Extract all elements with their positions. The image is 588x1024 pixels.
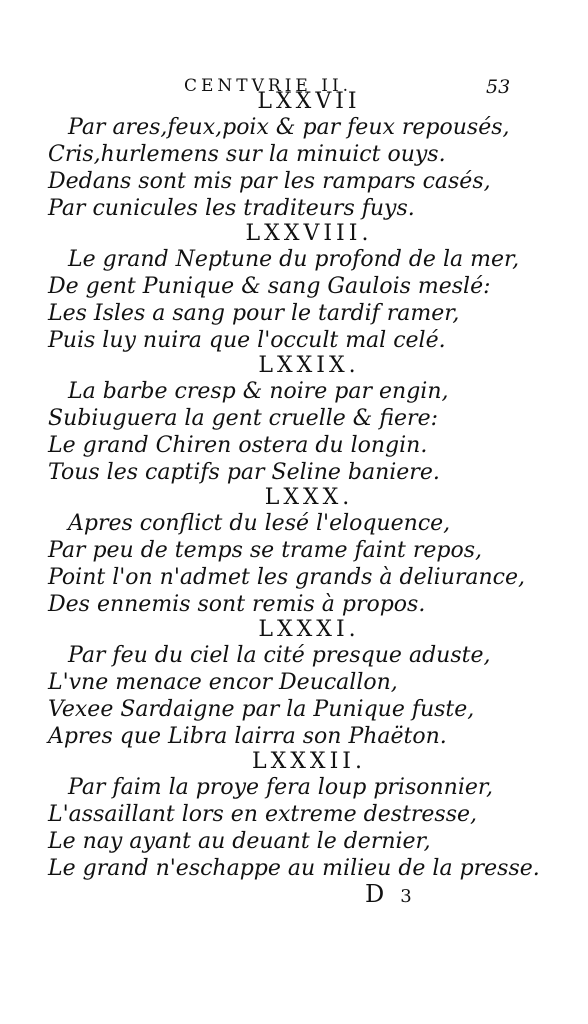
quatrain-number: LXXXI. <box>258 617 360 642</box>
quatrain-number: LXXVII <box>257 89 361 114</box>
quatrain <box>0 618 588 750</box>
running-head: CENTVRIE II. <box>184 76 353 96</box>
quatrain-number: LXXIX. <box>258 353 360 378</box>
signature-mark <box>365 880 412 908</box>
verse-line: Dedans sont mis par les rampars casés, <box>48 169 491 194</box>
verse-line: Tous les captifs par Seline baniere. <box>48 460 440 485</box>
quatrain-number: LXXX. <box>264 485 354 510</box>
verse-line: L'assaillant lors en extreme destresse, <box>48 802 477 827</box>
verse-line: Des ennemis sont remis à propos. <box>48 592 426 617</box>
quatrain <box>0 354 588 486</box>
verse-line: Par feu du ciel la cité presque aduste, <box>68 643 491 668</box>
quatrain <box>0 750 588 882</box>
verse-line: Par faim la proye fera loup prisonnier, <box>68 775 493 800</box>
quatrain <box>0 90 588 222</box>
verse-line: Subiuguera la gent cruelle & fiere: <box>48 406 439 431</box>
verse-line: Le nay ayant au deuant le dernier, <box>48 829 431 854</box>
verse-line: Les Isles a sang pour le tardif ramer, <box>48 301 460 326</box>
verse-line: Par peu de temps se trame faint repos, <box>48 538 482 563</box>
verse-line: Point l'on n'admet les grands à deliurance, <box>48 565 525 590</box>
verse-line: Par cunicules les traditeurs fuys. <box>48 196 415 221</box>
verse-line: Puis luy nuira que l'occult mal celé. <box>48 328 446 353</box>
signature-letter: D <box>365 880 385 908</box>
verse-line: Par ares,feux,poix & par feux repousés, <box>68 115 510 140</box>
verse-line: Vexee Sardaigne par la Punique fuste, <box>48 697 475 722</box>
quatrain <box>0 222 588 354</box>
verse-line: De gent Punique & sang Gaulois meslé: <box>48 274 491 299</box>
verse-line: Apres conflict du lesé l'eloquence, <box>68 511 451 536</box>
verse-line: Le grand n'eschappe au milieu de la presse. <box>48 856 540 881</box>
verse-line: Le grand Chiren ostera du longin. <box>48 433 428 458</box>
quatrain-list <box>0 90 588 882</box>
quatrain-number: LXXVIII. <box>245 221 373 246</box>
page-number: 53 <box>486 76 511 98</box>
verse-line: La barbe cresp & noire par engin, <box>68 379 449 404</box>
signature-number: 3 <box>400 886 412 907</box>
verse-line: Apres que Libra lairra son Phaëton. <box>48 724 447 749</box>
verse-line: L'vne menace encor Deucallon, <box>48 670 398 695</box>
quatrain <box>0 486 588 618</box>
verse-line: Le grand Neptune du profond de la mer, <box>68 247 520 272</box>
quatrain-number: LXXXII. <box>252 749 366 774</box>
verse-line: Cris,hurlemens sur la minuict ouys. <box>48 142 446 167</box>
